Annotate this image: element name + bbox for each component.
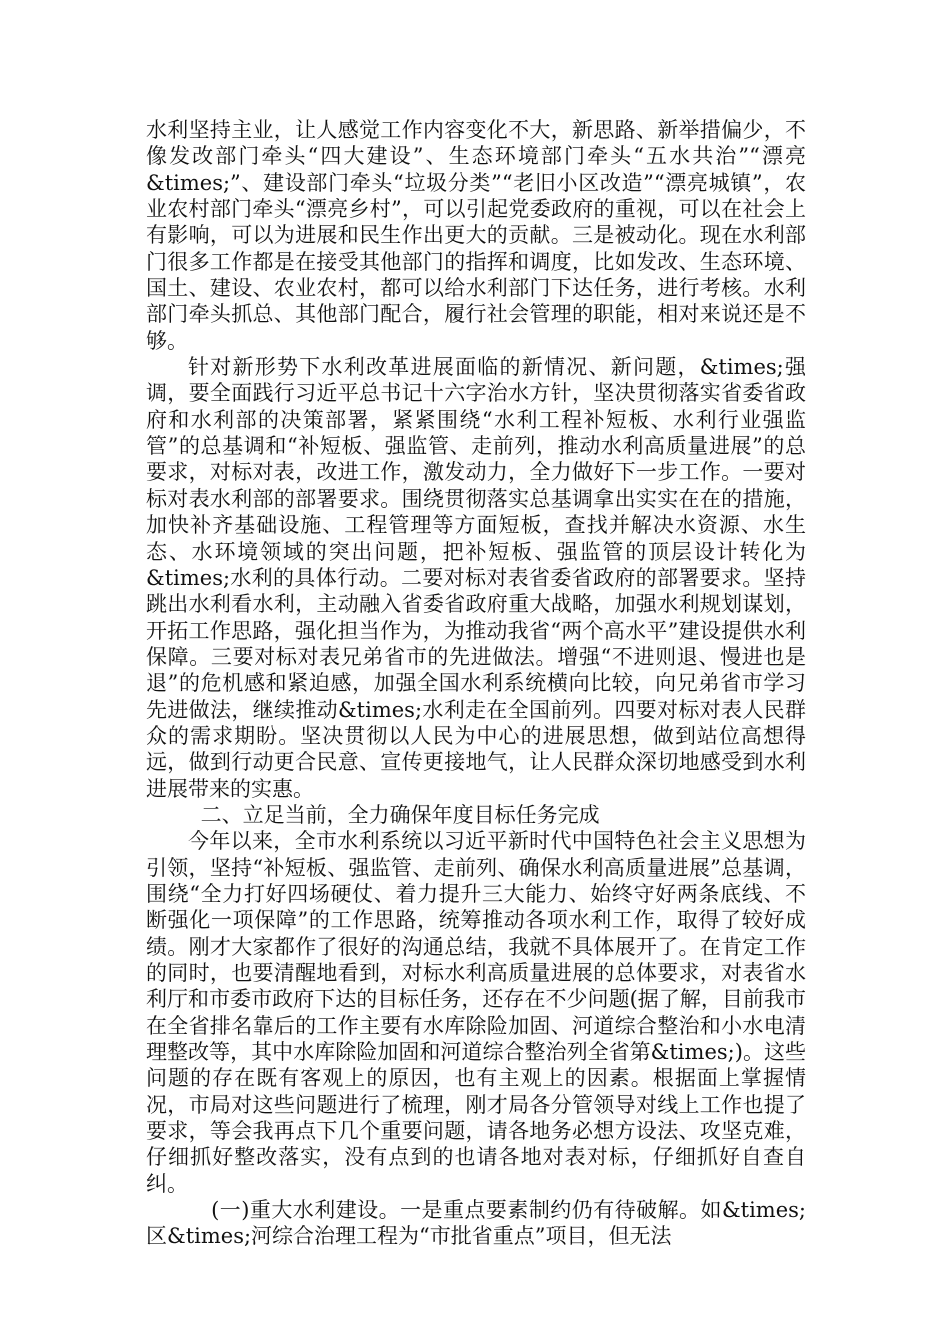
- paragraph-annual-work: 今年以来，全市水利系统以习近平新时代中国特色社会主义思想为引领，坚持“补短板、强监管、走前列、确保水利高质量进展”总基调，围绕“全力打好四场硬仗、着力提升三大能力、始终守好两条底线、不断强化一项保障”的工作思路，统筹推动各项水利工作，取得了较好成绩。刚才大家都作了很好的沟通总结，我就不具体展开了。在肯定工作的同时，也要清醒地看到，对标水利高质量进展的总体要求，对表省水利厅和市委市政府下达的目标任务，还存在不少问题(据了解，目前我市在全省排名靠后的工作主要有水库除险加固、河道综合整治和小水电清理整改等，其中水库除险加固和河道综合整治列全省第&times;)。这些问题的存在既有客观上的原因，也有主观上的因素。根据面上掌握情况，市局对这些问题进行了梳理，刚才局各分管领导对线上工作也提了要求，等会我再点下几个重要问题，请各地务必想方设法、攻坚克难，仔细抓好整改落实，没有点到的也请各地对表对标，仔细抓好自查自纠。: [146, 829, 806, 1196]
- section-heading-2: 二、立足当前，全力确保年度目标任务完成: [200, 802, 600, 827]
- paragraph-major-construction: (一)重大水利建设。一是重点要素制约仍有待破解。如&times;区&times;河综合治理工程为“市批省重点”项目，但无法: [146, 1198, 806, 1249]
- paragraph-water-reform: 针对新形势下水利改革进展面临的新情况、新问题，&times;强调，要全面践行习近平总书记十六字治水方针，坚决贯彻落实省委省政府和水利部的决策部署，紧紧围绕“水利工程补短板、水利行业强监管”的总基调和“补短板、强监管、走前列，推动水利高质量进展”的总要求，对标对表，改进工作，激发动力，全力做好下一步工作。一要对标对表水利部的部署要求。围绕贯彻落实总基调拿出实实在在的措施，加快补齐基础设施、工程管理等方面短板，查找并解决水资源、水生态、水环境领域的突出问题，把补短板、强监管的顶层设计转化为&times;水利的具体行动。二要对标对表省委省政府的部署要求。坚持跳出水利看水利，主动融入省委省政府重大战略，加强水利规划谋划，开拓工作思路，强化担当作为，为推动我省“两个高水平”建设提供水利保障。三要对标对表兄弟省市的先进做法。增强“不进则退、慢进也是退”的危机感和紧迫感，加强全国水利系统横向比较，向兄弟省市学习先进做法，继续推动&times;水利走在全国前列。四要对标对表人民群众的需求期盼。坚决贯彻以人民为中心的进展思想，做到站位高想得远，做到行动更合民意、宣传更接地气，让人民群众深切地感受到水利进展带来的实惠。: [146, 355, 806, 801]
- document-page: [146, 117, 806, 1250]
- paragraph-continuation: 水利坚持主业，让人感觉工作内容变化不大，新思路、新举措偏少，不像发改部门牵头“四大建设”、生态环境部门牵头“五水共治”“漂亮&times;”、建设部门牵头“垃圾分类”“老旧小区改造”“漂亮城镇”，农业农村部门牵头“漂亮乡村”，可以引起党委政府的重视，可以在社会上有影响，可以为进展和民生作出更大的贡献。三是被动化。现在水利部门很多工作都是在接受其他部门的指挥和调度，比如发改、生态环境、国土、建设、农业农村，都可以给水利部门下达任务，进行考核。水利部门牵头抓总、其他部门配合，履行社会管理的职能，相对来说还是不够。: [146, 118, 806, 353]
